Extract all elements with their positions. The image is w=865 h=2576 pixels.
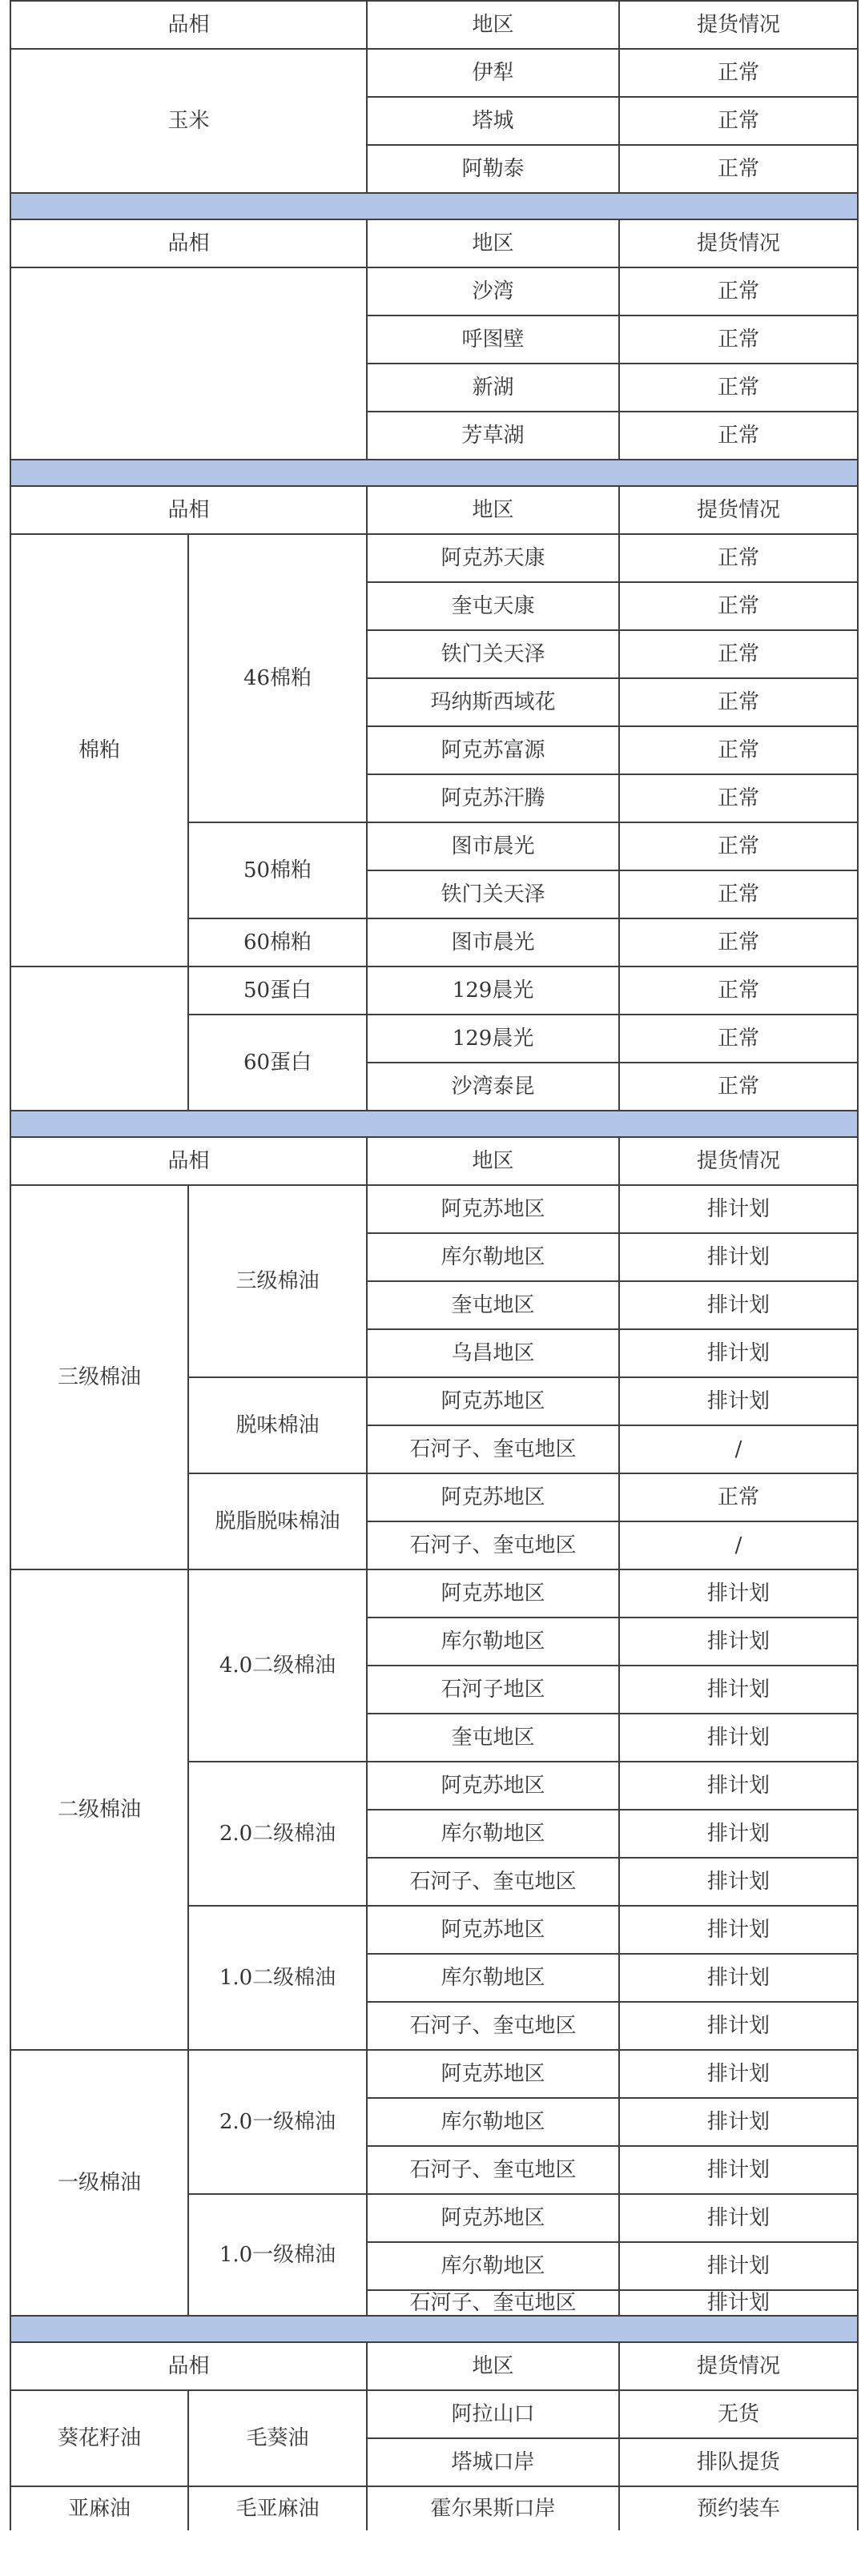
- table-row: [10, 534, 858, 582]
- status-cell: 正常: [619, 1063, 858, 1111]
- header-region: 地区: [367, 486, 619, 534]
- region-cell: 石河子、奎屯地区: [367, 1521, 619, 1569]
- product-cell: [10, 267, 367, 460]
- status-cell: 排计划: [619, 2002, 858, 2050]
- status-cell: 正常: [619, 364, 858, 412]
- grade-cell: 60蛋白: [188, 1015, 367, 1111]
- status-cell: 排计划: [619, 1714, 858, 1762]
- table-row: [10, 967, 858, 1015]
- status-cell: 排计划: [619, 1185, 858, 1233]
- region-cell: 石河子、奎屯地区: [367, 2002, 619, 2050]
- status-cell: /: [619, 1425, 858, 1473]
- region-cell: 阿拉山口: [367, 2390, 619, 2438]
- header-region: 地区: [367, 2342, 619, 2390]
- status-cell: 排计划: [619, 1377, 858, 1425]
- status-cell: 排计划: [619, 1569, 858, 1618]
- separator-cell: [10, 460, 858, 486]
- status-cell: 正常: [619, 315, 858, 364]
- status-cell: 排计划: [619, 1762, 858, 1810]
- grade-cell: 毛葵油: [188, 2390, 367, 2486]
- region-cell: 乌昌地区: [367, 1329, 619, 1377]
- status-cell: 正常: [619, 630, 858, 678]
- region-cell: 塔城口岸: [367, 2438, 619, 2486]
- header-row: [10, 219, 858, 267]
- delivery-status-table: [10, 0, 859, 2530]
- product-cell: 二级棉油: [10, 1569, 188, 2050]
- status-cell: 排计划: [619, 1954, 858, 2002]
- grade-cell: 60棉粕: [188, 918, 367, 967]
- status-cell: 正常: [619, 97, 858, 145]
- status-cell: 无货: [619, 2390, 858, 2438]
- region-cell: 库尔勒地区: [367, 1618, 619, 1666]
- table-row: [10, 1569, 858, 1618]
- product-cell: [10, 967, 188, 1111]
- grade-cell: 50蛋白: [188, 967, 367, 1015]
- grade-cell: 1.0二级棉油: [188, 1906, 367, 2050]
- region-cell: 玛纳斯西域花: [367, 678, 619, 726]
- table-row: [10, 2390, 858, 2438]
- status-cell: 正常: [619, 49, 858, 97]
- header-row: [10, 2342, 858, 2390]
- section-separator: [10, 2316, 858, 2342]
- grade-cell: 脱脂脱味棉油: [188, 1473, 367, 1569]
- header-product: 品相: [10, 1137, 367, 1185]
- header-region: 地区: [367, 1137, 619, 1185]
- grade-cell: 2.0一级棉油: [188, 2050, 367, 2194]
- status-cell: 排计划: [619, 1281, 858, 1329]
- region-cell: 奎屯地区: [367, 1714, 619, 1762]
- status-cell: 排计划: [619, 1858, 858, 1906]
- product-cell: 葵花籽油: [10, 2390, 188, 2486]
- region-cell: 阿克苏富源: [367, 726, 619, 774]
- status-cell: 正常: [619, 1473, 858, 1521]
- grade-cell: 2.0二级棉油: [188, 1762, 367, 1906]
- status-cell: 排计划: [619, 1329, 858, 1377]
- header-product: 品相: [10, 2342, 367, 2390]
- header-product: 品相: [10, 219, 367, 267]
- region-cell: 芳草湖: [367, 412, 619, 460]
- status-cell: 排计划: [619, 2146, 858, 2194]
- product-cell: 亚麻油: [10, 2486, 188, 2530]
- status-cell: 排计划: [619, 2242, 858, 2290]
- table-row: [10, 1185, 858, 1233]
- region-cell: 阿克苏地区: [367, 1762, 619, 1810]
- region-cell: 图市晨光: [367, 918, 619, 967]
- grade-cell: 46棉粕: [188, 534, 367, 822]
- region-cell: 阿克苏地区: [367, 2050, 619, 2098]
- separator-cell: [10, 193, 858, 219]
- header-status: 提货情况: [619, 219, 858, 267]
- header-status: 提货情况: [619, 486, 858, 534]
- product-cell: 三级棉油: [10, 1185, 188, 1569]
- region-cell: 阿克苏地区: [367, 1569, 619, 1618]
- status-cell: 正常: [619, 145, 858, 193]
- table-row: [10, 2486, 858, 2530]
- region-cell: 阿克苏地区: [367, 1473, 619, 1521]
- status-cell: 正常: [619, 1015, 858, 1063]
- region-cell: 库尔勒地区: [367, 2098, 619, 2146]
- grade-cell: 毛亚麻油: [188, 2486, 367, 2530]
- header-product: 品相: [10, 1, 367, 49]
- region-cell: 石河子、奎屯地区: [367, 1425, 619, 1473]
- region-cell: 石河子、奎屯地区: [367, 2290, 619, 2316]
- region-cell: 新湖: [367, 364, 619, 412]
- status-cell: 正常: [619, 412, 858, 460]
- region-cell: 库尔勒地区: [367, 1810, 619, 1858]
- status-cell: 预约装车: [619, 2486, 858, 2530]
- region-cell: 阿勒泰: [367, 145, 619, 193]
- status-cell: 正常: [619, 774, 858, 822]
- region-cell: 石河子、奎屯地区: [367, 2146, 619, 2194]
- header-row: [10, 1137, 858, 1185]
- status-cell: /: [619, 1521, 858, 1569]
- status-cell: 正常: [619, 582, 858, 630]
- region-cell: 阿克苏天康: [367, 534, 619, 582]
- region-cell: 铁门关天泽: [367, 870, 619, 918]
- separator-cell: [10, 2316, 858, 2342]
- region-cell: 奎屯地区: [367, 1281, 619, 1329]
- region-cell: 图市晨光: [367, 822, 619, 870]
- region-cell: 129晨光: [367, 967, 619, 1015]
- status-cell: 排计划: [619, 2194, 858, 2242]
- status-cell: 排计划: [619, 1233, 858, 1281]
- status-cell: 排计划: [619, 1618, 858, 1666]
- table-row: [10, 267, 858, 315]
- region-cell: 沙湾泰昆: [367, 1063, 619, 1111]
- table-row: [10, 49, 858, 97]
- region-cell: 奎屯天康: [367, 582, 619, 630]
- product-cell: 棉粕: [10, 534, 188, 967]
- product-cell: 玉米: [10, 49, 367, 193]
- region-cell: 霍尔果斯口岸: [367, 2486, 619, 2530]
- status-cell: 排计划: [619, 1810, 858, 1858]
- status-cell: 正常: [619, 534, 858, 582]
- table-row: [10, 2050, 858, 2098]
- header-region: 地区: [367, 1, 619, 49]
- header-status: 提货情况: [619, 1137, 858, 1185]
- section-separator: [10, 193, 858, 219]
- product-cell: 一级棉油: [10, 2050, 188, 2316]
- status-cell: 正常: [619, 822, 858, 870]
- region-cell: 石河子、奎屯地区: [367, 1858, 619, 1906]
- header-status: 提货情况: [619, 1, 858, 49]
- header-product: 品相: [10, 486, 367, 534]
- status-cell: 排计划: [619, 2098, 858, 2146]
- region-cell: 阿克苏地区: [367, 2194, 619, 2242]
- region-cell: 呼图壁: [367, 315, 619, 364]
- region-cell: 阿克苏地区: [367, 1906, 619, 1954]
- status-cell: 正常: [619, 267, 858, 315]
- section-separator: [10, 460, 858, 486]
- grade-cell: 4.0二级棉油: [188, 1569, 367, 1762]
- status-cell: 正常: [619, 918, 858, 967]
- grade-cell: 脱味棉油: [188, 1377, 367, 1473]
- status-cell: 排计划: [619, 1906, 858, 1954]
- status-cell: 正常: [619, 726, 858, 774]
- region-cell: 库尔勒地区: [367, 2242, 619, 2290]
- region-cell: 阿克苏汗腾: [367, 774, 619, 822]
- region-cell: 伊犁: [367, 49, 619, 97]
- header-region: 地区: [367, 219, 619, 267]
- region-cell: 库尔勒地区: [367, 1233, 619, 1281]
- status-cell: 正常: [619, 967, 858, 1015]
- region-cell: 沙湾: [367, 267, 619, 315]
- region-cell: 石河子地区: [367, 1666, 619, 1714]
- status-cell: 正常: [619, 678, 858, 726]
- status-cell: 正常: [619, 870, 858, 918]
- status-cell: 排计划: [619, 2050, 858, 2098]
- separator-cell: [10, 1111, 858, 1137]
- region-cell: 铁门关天泽: [367, 630, 619, 678]
- status-cell: 排计划: [619, 2290, 858, 2316]
- section-separator: [10, 1111, 858, 1137]
- status-cell: 排计划: [619, 1666, 858, 1714]
- header-status: 提货情况: [619, 2342, 858, 2390]
- header-row: [10, 1, 858, 49]
- status-cell: 排队提货: [619, 2438, 858, 2486]
- region-cell: 库尔勒地区: [367, 1954, 619, 2002]
- grade-cell: 1.0一级棉油: [188, 2194, 367, 2316]
- header-row: [10, 486, 858, 534]
- region-cell: 阿克苏地区: [367, 1185, 619, 1233]
- region-cell: 塔城: [367, 97, 619, 145]
- region-cell: 129晨光: [367, 1015, 619, 1063]
- grade-cell: 三级棉油: [188, 1185, 367, 1377]
- grade-cell: 50棉粕: [188, 822, 367, 918]
- region-cell: 阿克苏地区: [367, 1377, 619, 1425]
